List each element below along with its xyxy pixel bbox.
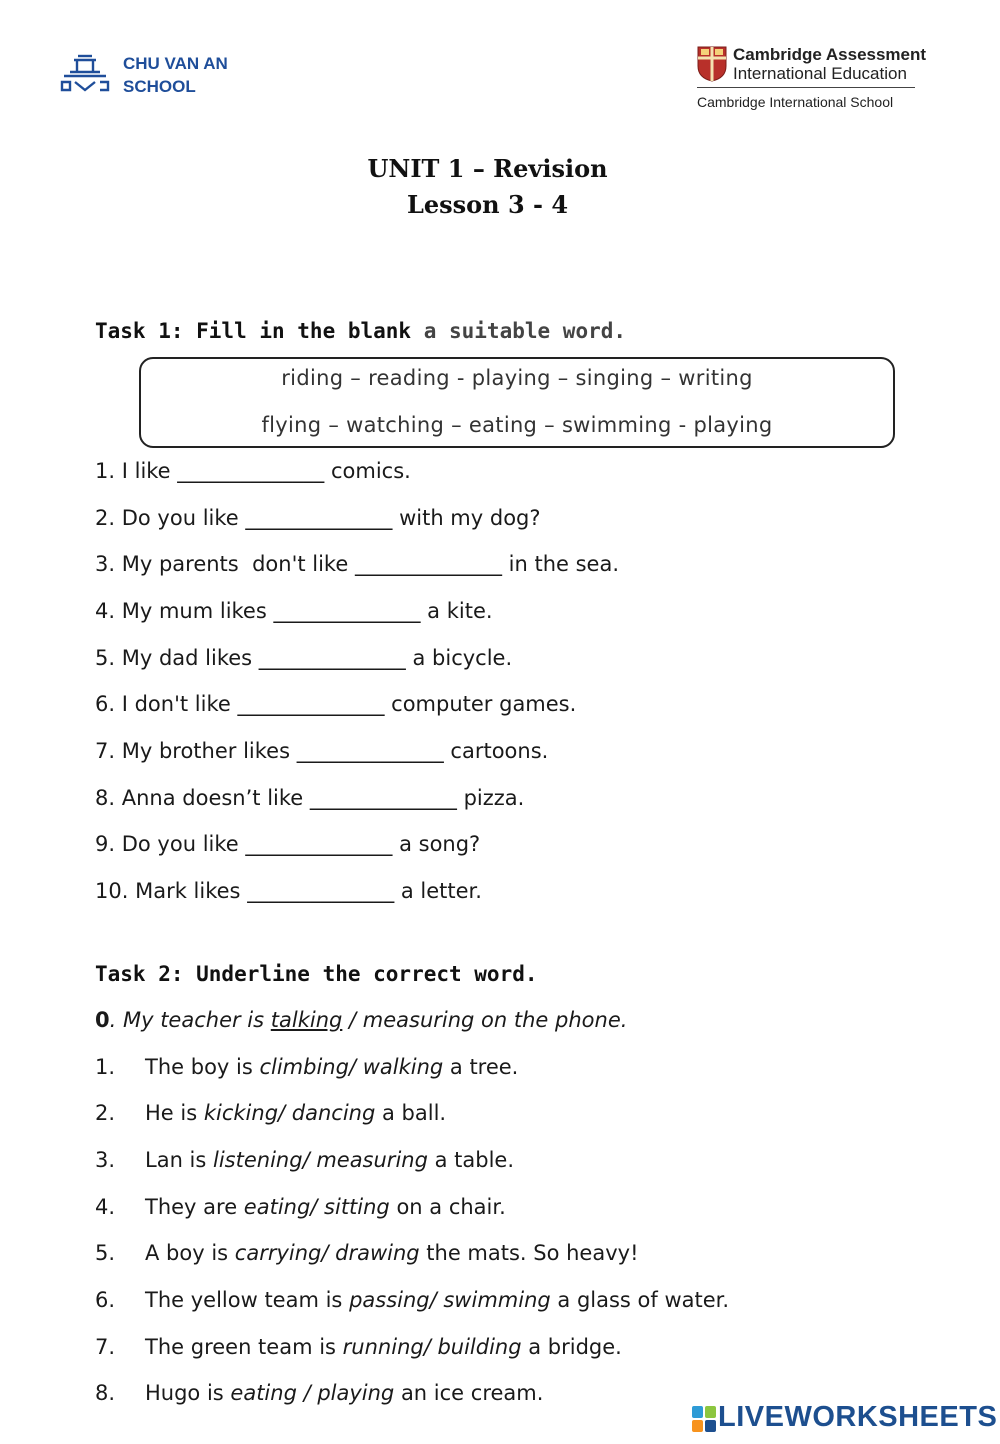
cambridge-title-line1: Cambridge Assessment — [733, 45, 927, 64]
liveworksheets-brand[interactable]: LIVEWORKSHEETS — [718, 1401, 998, 1433]
word-bank-line-2: flying – watching – eating – swimming - playing — [261, 413, 773, 437]
item-text-after: a bicycle. — [412, 646, 513, 670]
answer-blank[interactable]: ______________ — [258, 646, 406, 670]
item-text-before: Do you like — [121, 832, 239, 856]
word-choice[interactable]: running/ building — [342, 1335, 522, 1359]
item-text-after: a glass of water. — [550, 1288, 730, 1312]
example-underlined-word: talking — [270, 1008, 343, 1032]
example-number: 0 — [95, 1008, 110, 1032]
answer-blank[interactable]: ______________ — [247, 879, 395, 903]
task2-item-number: 2. — [95, 1101, 116, 1125]
item-text-before: My brother likes — [121, 739, 291, 763]
item-text-after: with my dog? — [399, 506, 541, 530]
item-text-before: Anna doesn’t like — [121, 786, 304, 810]
item-number: 5. — [95, 646, 116, 670]
task1-item-9 — [95, 832, 480, 856]
task2-item-number: 4. — [95, 1195, 116, 1219]
task2-heading: Task 2: Underline the correct word. — [95, 962, 538, 986]
item-text-after: a table. — [427, 1148, 515, 1172]
task2-example — [95, 1008, 627, 1032]
item-number: 6. — [95, 692, 116, 716]
example-text-before: . My teacher is — [109, 1008, 271, 1032]
task1-heading — [95, 319, 626, 343]
item-text-before: Do you like — [121, 506, 239, 530]
item-text-after: an ice cream. — [394, 1381, 544, 1405]
item-number: 1. — [95, 459, 116, 483]
task2-item-1 — [145, 1055, 518, 1079]
item-text-before: They are — [145, 1195, 244, 1219]
task1-heading-bold: Task 1: Fill in the blank — [95, 319, 412, 343]
item-text-after: computer games. — [391, 692, 577, 716]
task1-item-4 — [95, 599, 493, 623]
task1-item-8 — [95, 786, 524, 810]
word-choice[interactable]: climbing/ walking — [259, 1055, 444, 1079]
answer-blank[interactable]: ______________ — [296, 739, 444, 763]
item-text-before: My parents don't like — [121, 552, 349, 576]
word-choice[interactable]: carrying/ drawing — [234, 1241, 420, 1265]
item-text-after: pizza. — [463, 786, 525, 810]
task1-heading-rest: a suitable word. — [411, 319, 627, 343]
word-choice[interactable]: eating/ sitting — [243, 1195, 390, 1219]
task2-item-number: 7. — [95, 1335, 116, 1359]
word-choice[interactable]: eating / playing — [230, 1381, 395, 1405]
item-text-after: a bridge. — [521, 1335, 622, 1359]
cambridge-title-line2: International Education — [733, 64, 907, 83]
task2-item-number: 5. — [95, 1241, 116, 1265]
item-text-after: cartoons. — [450, 739, 549, 763]
task2-item-6 — [145, 1288, 729, 1312]
item-number: 9. — [95, 832, 116, 856]
answer-blank[interactable]: ______________ — [237, 692, 385, 716]
item-text-after: the mats. So heavy! — [419, 1241, 639, 1265]
school-name-line1: CHU VAN AN — [123, 54, 228, 73]
item-text-after: a song? — [399, 832, 481, 856]
item-text-before: Mark likes — [135, 879, 241, 903]
answer-blank[interactable]: ______________ — [273, 599, 421, 623]
item-text-before: A boy is — [145, 1241, 235, 1265]
item-text-before: My mum likes — [121, 599, 267, 623]
cambridge-shield-icon — [697, 46, 727, 82]
liveworksheets-logo-icon — [692, 1406, 716, 1432]
school-name — [123, 52, 228, 98]
item-text-after: comics. — [330, 459, 411, 483]
example-text-after: / measuring on the phone. — [342, 1008, 628, 1032]
word-choice[interactable]: passing/ swimming — [349, 1288, 551, 1312]
item-text-before: I like — [121, 459, 171, 483]
task1-item-7 — [95, 739, 548, 763]
item-text-before: The yellow team is — [145, 1288, 350, 1312]
task2-item-4 — [145, 1195, 506, 1219]
item-text-after: in the sea. — [508, 552, 620, 576]
item-number: 8. — [95, 786, 116, 810]
cambridge-school-label: Cambridge International School — [697, 94, 894, 110]
item-text-after: a kite. — [427, 599, 493, 623]
task1-item-6 — [95, 692, 576, 716]
task1-item-10 — [95, 879, 482, 903]
task2-item-7 — [145, 1335, 622, 1359]
task1-item-2 — [95, 506, 541, 530]
task2-item-2 — [145, 1101, 446, 1125]
answer-blank[interactable]: ______________ — [309, 786, 457, 810]
task1-item-3 — [95, 552, 619, 576]
task1-item-5 — [95, 646, 512, 670]
word-choice[interactable]: listening/ measuring — [213, 1148, 428, 1172]
item-number: 3. — [95, 552, 116, 576]
task2-item-number: 8. — [95, 1381, 116, 1405]
item-text-after: a letter. — [400, 879, 482, 903]
task2-item-number: 1. — [95, 1055, 116, 1079]
item-text-before: He is — [145, 1101, 204, 1125]
task2-item-number: 6. — [95, 1288, 116, 1312]
task2-item-number: 3. — [95, 1148, 116, 1172]
school-name-line2: SCHOOL — [123, 77, 196, 96]
item-text-before: I don't like — [121, 692, 231, 716]
answer-blank[interactable]: ______________ — [177, 459, 325, 483]
answer-blank[interactable]: ______________ — [245, 506, 393, 530]
word-choice[interactable]: kicking/ dancing — [203, 1101, 376, 1125]
item-number: 2. — [95, 506, 116, 530]
task1-item-1 — [95, 459, 411, 483]
item-text-after: on a chair. — [389, 1195, 506, 1219]
task2-item-3 — [145, 1148, 514, 1172]
item-number: 7. — [95, 739, 116, 763]
item-text-before: My dad likes — [121, 646, 253, 670]
answer-blank[interactable]: ______________ — [245, 832, 393, 856]
item-text-before: The green team is — [145, 1335, 343, 1359]
item-text-after: a tree. — [443, 1055, 519, 1079]
task2-item-5 — [145, 1241, 639, 1265]
word-bank-line-1: riding – reading - playing – singing – writing — [281, 366, 753, 390]
item-text-before: Lan is — [145, 1148, 214, 1172]
task2-item-8 — [145, 1381, 543, 1405]
header-divider — [697, 87, 915, 88]
item-text-before: Hugo is — [145, 1381, 231, 1405]
cambridge-title — [733, 45, 926, 83]
lesson-title: Lesson 3 - 4 — [406, 190, 569, 219]
answer-blank[interactable]: ______________ — [354, 552, 502, 576]
unit-title: UNIT 1 – Revision — [367, 154, 608, 183]
item-number: 4. — [95, 599, 116, 623]
item-number: 10. — [95, 879, 129, 903]
item-text-after: a ball. — [375, 1101, 447, 1125]
school-logo-icon — [60, 52, 110, 94]
item-text-before: The boy is — [145, 1055, 260, 1079]
